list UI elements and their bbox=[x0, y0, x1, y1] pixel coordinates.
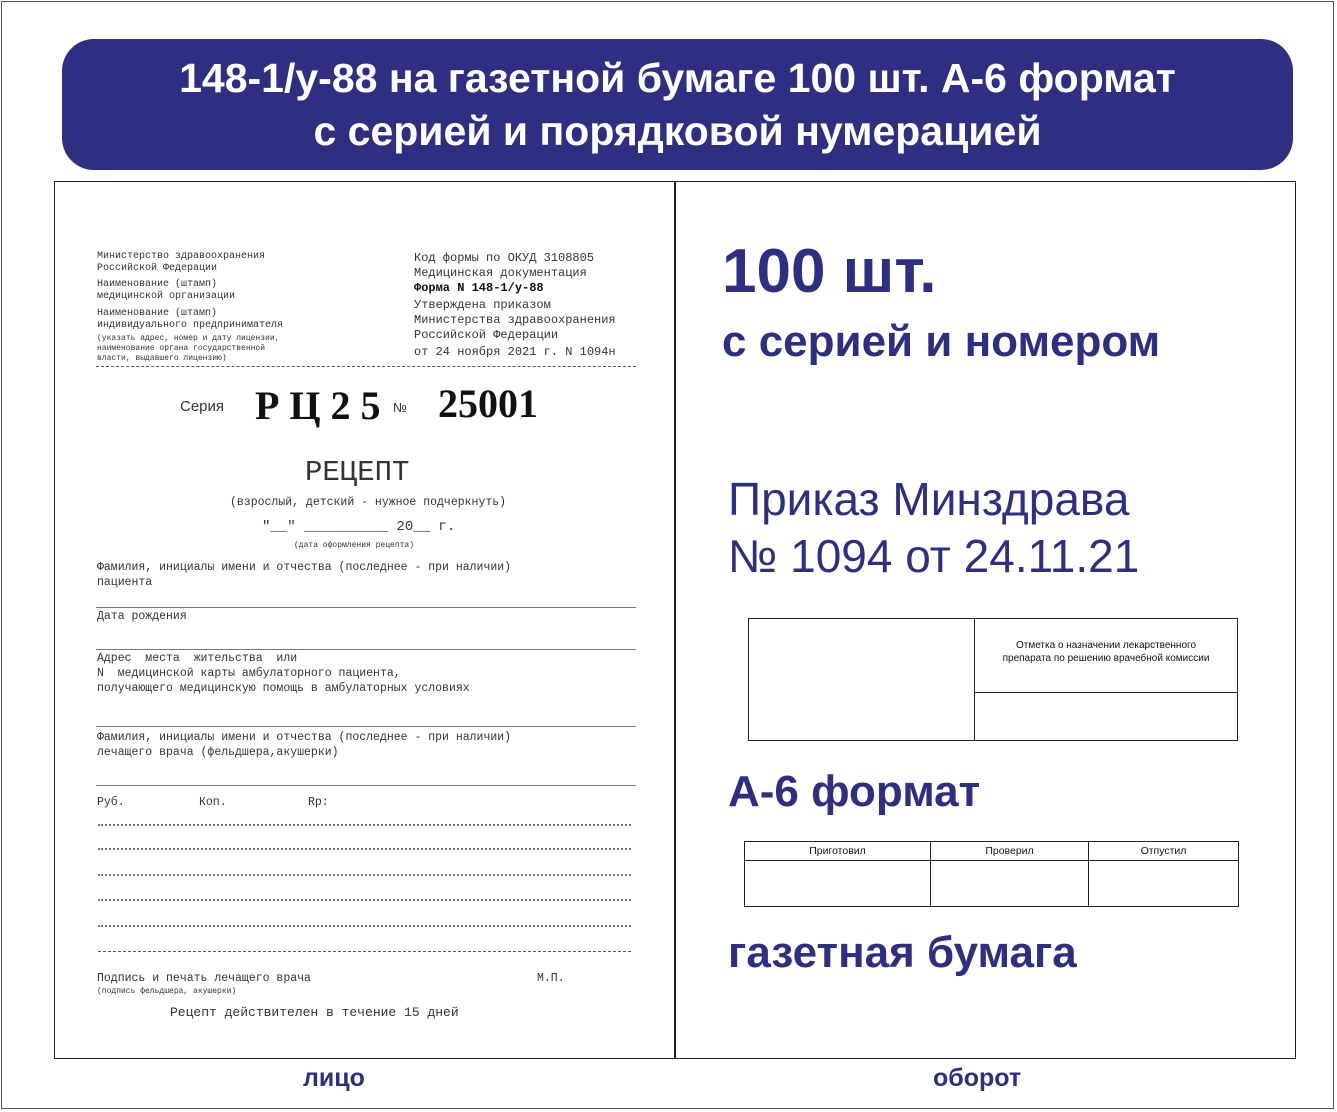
back-caption: оборот bbox=[933, 1064, 1022, 1092]
order-line-2: № 1094 от 24.11.21 bbox=[728, 530, 1140, 582]
patient-name-label: Фамилия, инициалы имени и отчества (последнее - при наличии) пациента bbox=[97, 561, 512, 589]
commission-mark-cell bbox=[975, 693, 1238, 741]
front-caption: лицо bbox=[303, 1064, 365, 1092]
left-header-4: медицинской организации bbox=[97, 291, 236, 302]
header-separator bbox=[96, 366, 636, 367]
left-header-note: (указать адрес, номер и дату лицензии, наименование органа государственной власти, выдавшего лицензию) bbox=[97, 334, 280, 363]
recipe-subtitle: (взрослый, детский - нужное подчеркнуть) bbox=[230, 496, 507, 509]
checked-label: Проверил bbox=[931, 842, 1089, 861]
banner-line-2: с серией и порядковой нумерацией bbox=[313, 108, 1042, 154]
left-header-6: индивидуального предпринимателя bbox=[97, 320, 284, 331]
form-number: Форма N 148-1/у-88 bbox=[414, 281, 544, 295]
rub-label: Руб. bbox=[97, 796, 125, 809]
series-label: Серия bbox=[180, 398, 225, 415]
rp-dotted-line bbox=[98, 899, 631, 901]
left-header-1: Министерство здравоохранения bbox=[97, 251, 266, 262]
series-note: с серией и номером bbox=[722, 317, 1161, 366]
checked-cell bbox=[931, 861, 1089, 907]
released-label: Отпустил bbox=[1089, 842, 1239, 861]
number-sign: № bbox=[393, 400, 407, 415]
count-heading: 100 шт. bbox=[722, 237, 937, 306]
okud-code: Код формы по ОКУД 3108805 bbox=[414, 251, 595, 265]
validity-note: Рецепт действителен в течение 15 дней bbox=[170, 1005, 459, 1020]
pharmacy-box bbox=[744, 841, 1239, 907]
card-divider bbox=[674, 181, 676, 1059]
banner-line-1: 148-1/у-88 на газетной бумаге 100 шт. А-6 формат bbox=[179, 55, 1176, 101]
approved-by: Утверждена приказом bbox=[414, 298, 551, 312]
title-banner bbox=[62, 39, 1293, 170]
rp-dotted-line bbox=[98, 925, 631, 927]
address-label: Адрес места жительства или N медицинской карты амбулаторного пациента, получающего медицинскую помощь в амбулаторных условиях bbox=[97, 652, 470, 695]
address-line bbox=[96, 726, 636, 727]
doctor-name-label: Фамилия, инициалы имени и отчества (последнее - при наличии) лечащего врача (фельдшера,акушерки) bbox=[97, 731, 512, 759]
commission-box bbox=[748, 618, 1238, 741]
rp-label: Rp: bbox=[308, 796, 329, 809]
order-line-1: Приказ Минздрава bbox=[728, 473, 1130, 525]
rp-dotted-line bbox=[98, 848, 631, 850]
medical-doc: Медицинская документация bbox=[414, 266, 587, 280]
commission-note: Отметка о назначении лекарственного препарата по решению врачебной комиссии bbox=[975, 619, 1238, 693]
federation: Российской Федерации bbox=[414, 328, 559, 342]
left-header-3: Наименование (штамп) bbox=[97, 279, 218, 290]
prepared-label: Приготовил bbox=[745, 842, 931, 861]
released-cell bbox=[1089, 861, 1239, 907]
kop-label: Коп. bbox=[199, 796, 227, 809]
number-value: 25001 bbox=[438, 381, 538, 426]
patient-name-line bbox=[96, 607, 636, 608]
date-note: (дата оформления рецепта) bbox=[294, 541, 415, 550]
birth-date-label: Дата рождения bbox=[97, 610, 187, 623]
ministry: Министерства здравоохранения bbox=[414, 313, 616, 327]
mp-label: М.П. bbox=[537, 972, 565, 985]
rp-dotted-line bbox=[98, 874, 631, 876]
series-value: Р Ц 2 5 bbox=[255, 383, 381, 428]
signature-note: (подпись фельдшера, акушерки) bbox=[97, 987, 237, 996]
recipe-title: РЕЦЕПТ bbox=[305, 456, 410, 489]
date-line: "__" __________ 20__ г. bbox=[262, 519, 456, 535]
doctor-name-line bbox=[96, 785, 636, 786]
commission-empty-cell bbox=[749, 619, 975, 741]
left-header-5: Наименование (штамп) bbox=[97, 308, 218, 319]
paper-label: газетная бумага bbox=[728, 928, 1077, 977]
birth-date-line bbox=[96, 649, 636, 650]
format-label: А-6 формат bbox=[728, 767, 981, 816]
left-header-2: Российской Федерации bbox=[97, 263, 218, 274]
prepared-cell bbox=[745, 861, 931, 907]
signature-label: Подпись и печать лечащего врача bbox=[97, 972, 311, 985]
order-date: от 24 ноября 2021 г. N 1094н bbox=[414, 345, 616, 359]
rp-separator bbox=[98, 951, 631, 952]
rp-dotted-line bbox=[98, 824, 631, 826]
